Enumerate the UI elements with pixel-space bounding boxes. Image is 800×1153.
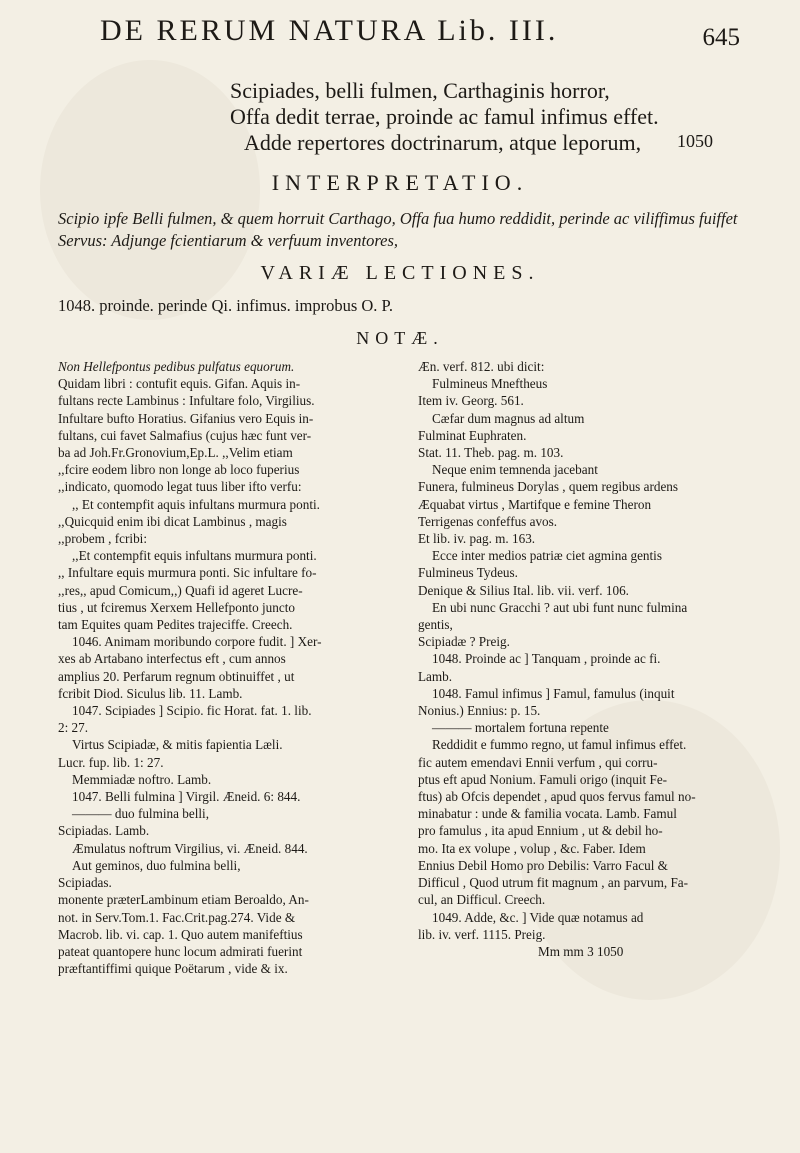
note-line: Æmulatus noftrum Virgilius, vi. Æneid. 844. <box>72 840 308 856</box>
note-line: Lamb. <box>418 668 453 684</box>
note-line: xes ab Artabano interfectus eft , cum annos <box>58 651 286 667</box>
note-line: ba ad Joh.Fr.Gronovium,Ep.L. ,,Velim etiam <box>58 445 293 461</box>
note-line: Fulminat Euphraten. <box>418 427 527 443</box>
note-line: Macrob. lib. vi. cap. 1. Quo autem manifeftius <box>58 926 303 942</box>
note-line: tius , ut fciremus Xerxem Hellefponto juncto <box>58 599 295 615</box>
note-line: Scipiadæ ? Preig. <box>418 634 510 650</box>
note-line: monente præterLambinum etiam Beroaldo, An- <box>58 892 309 908</box>
interpretatio-heading: INTERPRETATIO. <box>271 170 529 195</box>
note-line: 1048. Proinde ac ] Tanquam , proinde ac fi. <box>432 651 661 667</box>
note-line: 1048. Famul infimus ] Famul, famulus (inquit <box>432 685 675 701</box>
notes-left-column <box>58 358 398 977</box>
verse-line: Offa dedit terrae, proinde ac famul infimus effet. <box>230 104 659 129</box>
note-line: 1049. Adde, &c. ] Vide quæ notamus ad <box>432 909 644 925</box>
note-line: Memmiadæ noftro. Lamb. <box>72 771 212 787</box>
verse-line: Scipiades, belli fulmen, Carthaginis horror, <box>230 78 610 103</box>
note-line: Mm mm 3 1050 <box>538 943 624 959</box>
note-line: fultans recte Lambinus : Infultare folo, Virgilius. <box>58 393 315 409</box>
note-line: Aut geminos, duo fulmina belli, <box>72 857 241 873</box>
note-line: Denique & Silius Ital. lib. vii. verf. 106. <box>418 582 629 598</box>
note-line: Lucr. fup. lib. 1: 27. <box>58 754 164 770</box>
note-line: ,,Et contempfit equis infultans murmura ponti. <box>72 548 317 564</box>
note-line: Æn. verf. 812. ubi dicit: <box>418 359 545 374</box>
note-line: fultans, cui favet Salmafius (cujus hæc funt ver- <box>58 427 312 443</box>
note-line: Stat. 11. Theb. pag. m. 103. <box>418 445 564 461</box>
note-line: Nonius.) Ennius: p. 15. <box>418 703 541 719</box>
verse-line: Adde repertores doctrinarum, atque leporum, <box>244 130 642 155</box>
note-line: 1046. Animam moribundo corpore fudit. ] Xer- <box>72 634 322 650</box>
note-line: Et lib. iv. pag. m. 163. <box>418 531 536 547</box>
note-line: Item iv. Georg. 561. <box>418 393 524 409</box>
note-line: minabatur : unde & familia vocata. Lamb. Famul <box>418 806 677 822</box>
notes-right-column <box>418 358 758 960</box>
note-line: Difficul , Quod utrum fit magnum , an parvum, Fa- <box>418 875 689 891</box>
note-line: tam Equites quam Pedites trajeciffe. Creech. <box>58 617 293 633</box>
note-line: amplius 20. Perfarum regnum obtinuiffet , ut <box>58 668 295 684</box>
note-line: mo. Ita ex volupe , volup , &c. Faber. Idem <box>418 840 646 856</box>
note-line: ptus eft apud Nonium. Famuli origo (inquit Fe- <box>418 771 668 787</box>
note-line: ftus) ab Ofcis dependet , apud quos fervus famul no- <box>418 789 696 805</box>
note-line: Virtus Scipiadæ, & mitis fapientia Læli. <box>72 737 283 753</box>
note-line: Funera, fulmineus Dorylas , quem regibus ardens <box>418 479 679 495</box>
note-line: 2: 27. <box>58 720 89 736</box>
note-line: ,,Quicquid enim ibi dicat Lambinus , magis <box>58 513 287 529</box>
note-line: præftantiffimi quique Poëtarum , vide & ix. <box>58 961 288 977</box>
note-line: lib. iv. verf. 1115. Preig. <box>418 926 546 942</box>
note-line: En ubi nunc Gracchi ? aut ubi funt nunc fulmina <box>432 599 688 615</box>
note-line: ,, Infultare equis murmura ponti. Sic infultare fo- <box>58 565 317 581</box>
note-line: Quidam libri : contufit equis. Gifan. Aquis in- <box>58 376 301 392</box>
note-line: Non Hellefpontus pedibus pulfatus equorum. <box>58 359 295 374</box>
note-line: ,,probem , fcribi: <box>58 531 147 547</box>
notae-heading: NOTÆ. <box>356 328 444 348</box>
note-line: fcribit Diod. Siculus lib. 11. Lamb. <box>58 685 243 701</box>
note-line: gentis, <box>418 617 453 633</box>
page-header <box>100 14 740 74</box>
note-line: 1047. Scipiades ] Scipio. fic Horat. fat. 1. lib. <box>72 703 312 719</box>
note-line: ——— duo fulmina belli, <box>72 806 209 822</box>
note-line: ——— mortalem fortuna repente <box>432 720 609 736</box>
note-line: Scipiadas. <box>58 875 112 891</box>
note-line: Ecce inter medios patriæ ciet agmina gentis <box>432 548 662 564</box>
note-line: Neque enim temnenda jacebant <box>432 462 598 478</box>
note-line: Scipiadas. Lamb. <box>58 823 150 839</box>
note-line: fic autem emendavi Ennii verfum , qui corru- <box>418 754 658 770</box>
note-line: Infultare bufto Horatius. Gifanius vero Equis in- <box>58 410 314 426</box>
variae-lectiones-text: 1048. proinde. perinde Qi. infimus. improbus O. P. <box>58 296 394 315</box>
note-line: ,,indicato, quomodo legat tuus liber ifto verfu: <box>58 479 302 495</box>
note-line: Ennius Debil Homo pro Debilis: Varro Facul & <box>418 857 668 873</box>
note-line: Æquabat virtus , Martifque e femine Theron <box>418 496 652 512</box>
note-line: Fulmineus Mneftheus <box>432 376 548 392</box>
note-line: pro famulus , ita apud Ennium , ut & debil ho- <box>418 823 663 839</box>
note-line: Cæfar dum magnus ad altum <box>432 410 585 426</box>
interpretatio-text: Scipio ipfe Belli fulmen, & quem horruit Carthago, Offa fua humo reddidit, perinde ac viliffimus fuiffet Servus: Adjunge fcientiarum & verfuum inventores, <box>58 209 738 250</box>
page-number: 645 <box>702 24 740 51</box>
note-line: 1047. Belli fulmina ] Virgil. Æneid. 6: 844. <box>72 789 301 805</box>
verse-number: 1050 <box>677 131 713 151</box>
poem-verses <box>230 78 659 156</box>
note-line: not. in Serv.Tom.1. Fac.Crit.pag.274. Vide & <box>58 909 296 925</box>
note-line: ,,fcire eodem libro non longe ab loco fuperius <box>58 462 300 478</box>
note-line: Fulmineus Tydeus. <box>418 565 518 581</box>
note-line: Terrigenas confeffus avos. <box>418 513 558 529</box>
note-line: pateat quantopere hunc locum admirati fuerint <box>58 943 303 959</box>
note-line: ,,res,, apud Comicum,,) Quafi id ageret Lucre- <box>58 582 303 598</box>
note-line: cul, an Difficul. Creech. <box>418 892 546 908</box>
running-title: DE RERUM NATURA Lib. III. <box>100 14 559 47</box>
note-line: ,, Et contempfit aquis infultans murmura ponti. <box>72 496 320 512</box>
note-line: Reddidit e fummo regno, ut famul infimus effet. <box>432 737 687 753</box>
variae-lectiones-heading: VARIÆ LECTIONES. <box>260 262 540 284</box>
